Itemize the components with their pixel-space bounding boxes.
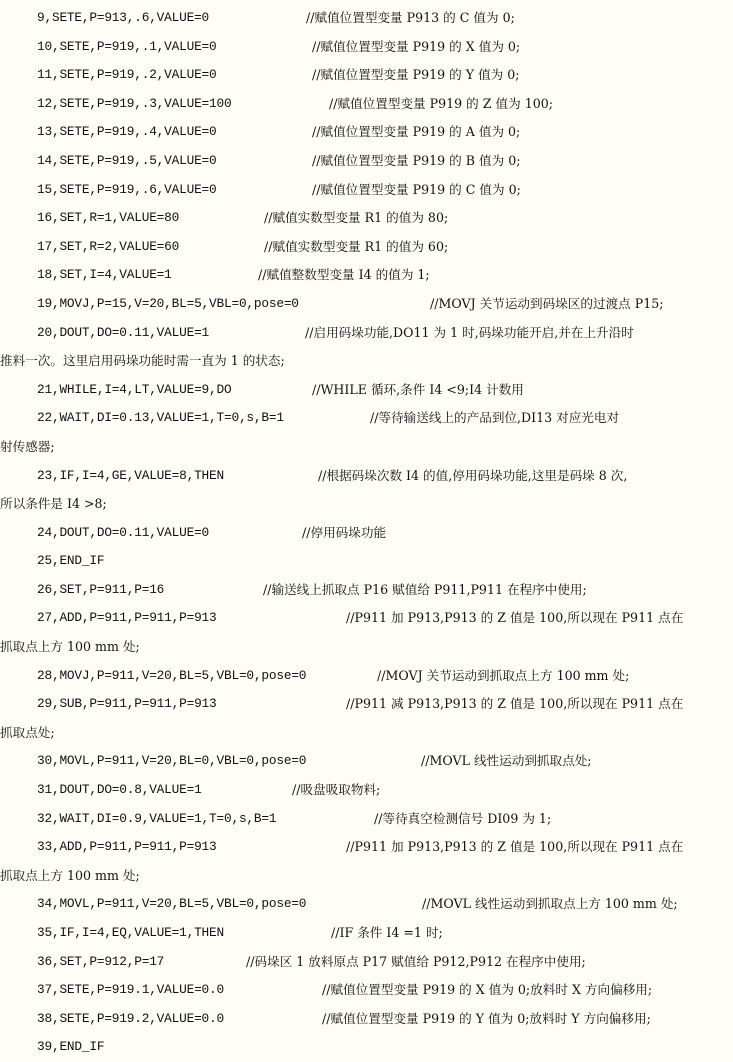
code-line xyxy=(0,919,733,948)
code-statement: 37,SETE,P=919.1,VALUE=0.0 xyxy=(37,982,224,998)
code-statement: 13,SETE,P=919,.4,VALUE=0 xyxy=(37,124,217,140)
code-comment: //WHILE 循环,条件 I4 <9;I4 计数用 xyxy=(312,381,524,397)
code-statement: 34,MOVL,P=911,V=20,BL=5,VBL=0,pose=0 xyxy=(37,896,307,912)
code-line xyxy=(0,948,733,977)
code-line xyxy=(0,176,733,205)
code-statement: 24,DOUT,DO=0.11,VALUE=0 xyxy=(37,524,210,540)
code-comment: //输送线上抓取点 P16 赋值给 P911,P911 在程序中使用; xyxy=(263,581,587,597)
code-line xyxy=(0,33,733,62)
code-line xyxy=(0,747,733,776)
code-comment: //启用码垛功能,DO11 为 1 时,码垛功能开启,并在上升沿时 xyxy=(305,324,634,340)
code-statement: 16,SET,R=1,VALUE=80 xyxy=(37,210,180,226)
code-statement: 36,SET,P=912,P=17 xyxy=(37,953,165,969)
continuation-line xyxy=(0,490,733,519)
code-statement: 35,IF,I=4,EQ,VALUE=1,THEN xyxy=(37,925,224,940)
code-line xyxy=(0,261,733,290)
code-line xyxy=(0,233,733,262)
code-line xyxy=(0,61,733,90)
continuation-line xyxy=(0,633,733,662)
code-comment: //P911 减 P913,P913 的 Z 值是 100,所以现在 P911 点在 xyxy=(346,696,684,712)
code-comment: //赋值位置型变量 P919 的 B 值为 0; xyxy=(312,152,521,168)
continuation-line xyxy=(0,862,733,891)
code-line xyxy=(0,519,733,548)
code-statement: 33,ADD,P=911,P=911,P=913 xyxy=(37,839,217,855)
code-statement: 19,MOVJ,P=15,V=20,BL=5,VBL=0,pose=0 xyxy=(37,295,299,311)
code-statement: 30,MOVL,P=911,V=20,BL=0,VBL=0,pose=0 xyxy=(37,753,307,769)
code-line xyxy=(0,204,733,233)
code-line xyxy=(0,662,733,691)
code-comment: //赋值位置型变量 P919 的 Z 值为 100; xyxy=(329,95,553,111)
code-comment: //赋值位置型变量 P919 的 C 值为 0; xyxy=(312,181,521,197)
code-comment: //P911 加 P913,P913 的 Z 值是 100,所以现在 P911 点在 xyxy=(346,610,684,626)
code-line xyxy=(0,90,733,119)
code-comment: //等待输送线上的产品到位,DI13 对应光电对 xyxy=(370,410,620,426)
code-line xyxy=(0,776,733,805)
code-line xyxy=(0,376,733,405)
code-line xyxy=(0,404,733,433)
continuation-line xyxy=(0,433,733,462)
code-statement: 25,END_IF xyxy=(37,553,105,569)
code-comment: //赋值位置型变量 P913 的 C 值为 0; xyxy=(306,10,515,25)
code-statement: 32,WAIT,DI=0.9,VALUE=1,T=0,s,B=1 xyxy=(37,810,277,826)
code-comment: //IF 条件 I4 =1 时; xyxy=(331,925,443,940)
comment-continuation: 抓取点上方 100 mm 处; xyxy=(0,867,140,883)
code-comment: //赋值位置型变量 P919 的 A 值为 0; xyxy=(312,124,521,140)
code-line xyxy=(0,1033,733,1062)
code-line xyxy=(0,604,733,633)
code-comment: //MOVJ 关节运动到码垛区的过渡点 P15; xyxy=(430,295,664,311)
comment-continuation: 所以条件是 I4 >8; xyxy=(0,496,107,512)
code-statement: 18,SET,I=4,VALUE=1 xyxy=(37,267,172,283)
continuation-line xyxy=(0,719,733,748)
code-comment: //MOVL 线性运动到抓取点上方 100 mm 处; xyxy=(422,896,678,912)
code-comment: //停用码垛功能 xyxy=(302,524,387,540)
code-comment: //吸盘吸取物料; xyxy=(292,782,381,798)
code-line xyxy=(0,976,733,1005)
code-line xyxy=(0,805,733,834)
code-line xyxy=(0,690,733,719)
code-line xyxy=(0,4,733,33)
code-comment: //MOVJ 关节运动到抓取点上方 100 mm 处; xyxy=(377,667,630,683)
code-line xyxy=(0,833,733,862)
code-line xyxy=(0,462,733,491)
code-comment: //赋值实数型变量 R1 的值为 60; xyxy=(264,238,449,254)
code-comment: //赋值整数型变量 I4 的值为 1; xyxy=(258,267,430,283)
code-statement: 28,MOVJ,P=911,V=20,BL=5,VBL=0,pose=0 xyxy=(37,667,307,683)
code-statement: 17,SET,R=2,VALUE=60 xyxy=(37,238,180,254)
code-comment: //赋值位置型变量 P919 的 X 值为 0;放料时 X 方向偏移用; xyxy=(322,982,653,998)
comment-continuation: 射传感器; xyxy=(0,438,55,454)
code-statement: 39,END_IF xyxy=(37,1039,105,1055)
code-comment: //P911 加 P913,P913 的 Z 值是 100,所以现在 P911 点在 xyxy=(346,839,684,855)
code-statement: 20,DOUT,DO=0.11,VALUE=1 xyxy=(37,324,210,340)
code-statement: 21,WHILE,I=4,LT,VALUE=9,DO xyxy=(37,381,232,397)
continuation-line xyxy=(0,347,733,376)
code-comment: //赋值实数型变量 R1 的值为 80; xyxy=(264,210,449,226)
code-statement: 12,SETE,P=919,.3,VALUE=100 xyxy=(37,95,232,111)
code-comment: //等待真空检测信号 DI09 为 1; xyxy=(374,810,552,826)
code-statement: 10,SETE,P=919,.1,VALUE=0 xyxy=(37,38,217,54)
code-comment: //MOVL 线性运动到抓取点处; xyxy=(421,753,592,769)
code-line xyxy=(0,890,733,919)
code-line xyxy=(0,1005,733,1034)
code-statement: 9,SETE,P=913,.6,VALUE=0 xyxy=(37,10,210,25)
code-line xyxy=(0,147,733,176)
comment-continuation: 抓取点处; xyxy=(0,724,55,740)
code-comment: //根据码垛次数 I4 的值,停用码垛功能,这里是码垛 8 次, xyxy=(318,467,628,483)
code-comment: //赋值位置型变量 P919 的 X 值为 0; xyxy=(312,38,521,54)
code-line xyxy=(0,118,733,147)
code-statement: 23,IF,I=4,GE,VALUE=8,THEN xyxy=(37,467,224,483)
code-line xyxy=(0,547,733,576)
code-statement: 38,SETE,P=919.2,VALUE=0.0 xyxy=(37,1010,224,1026)
code-line xyxy=(0,576,733,605)
code-statement: 26,SET,P=911,P=16 xyxy=(37,581,165,597)
code-statement: 15,SETE,P=919,.6,VALUE=0 xyxy=(37,181,217,197)
code-statement: 27,ADD,P=911,P=911,P=913 xyxy=(37,610,217,626)
code-comment: //码垛区 1 放料原点 P17 赋值给 P912,P912 在程序中使用; xyxy=(246,953,586,969)
code-statement: 29,SUB,P=911,P=911,P=913 xyxy=(37,696,217,712)
code-statement: 22,WAIT,DI=0.13,VALUE=1,T=0,s,B=1 xyxy=(37,410,284,426)
code-line xyxy=(0,290,733,319)
code-statement: 14,SETE,P=919,.5,VALUE=0 xyxy=(37,152,217,168)
code-statement: 31,DOUT,DO=0.8,VALUE=1 xyxy=(37,782,202,798)
code-comment: //赋值位置型变量 P919 的 Y 值为 0;放料时 Y 方向偏移用; xyxy=(322,1010,651,1026)
comment-continuation: 抓取点上方 100 mm 处; xyxy=(0,639,140,655)
comment-continuation: 推料一次。这里启用码垛功能时需一直为 1 的状态; xyxy=(0,353,285,369)
code-comment: //赋值位置型变量 P919 的 Y 值为 0; xyxy=(312,67,520,83)
code-line xyxy=(0,319,733,348)
code-statement: 11,SETE,P=919,.2,VALUE=0 xyxy=(37,67,217,83)
